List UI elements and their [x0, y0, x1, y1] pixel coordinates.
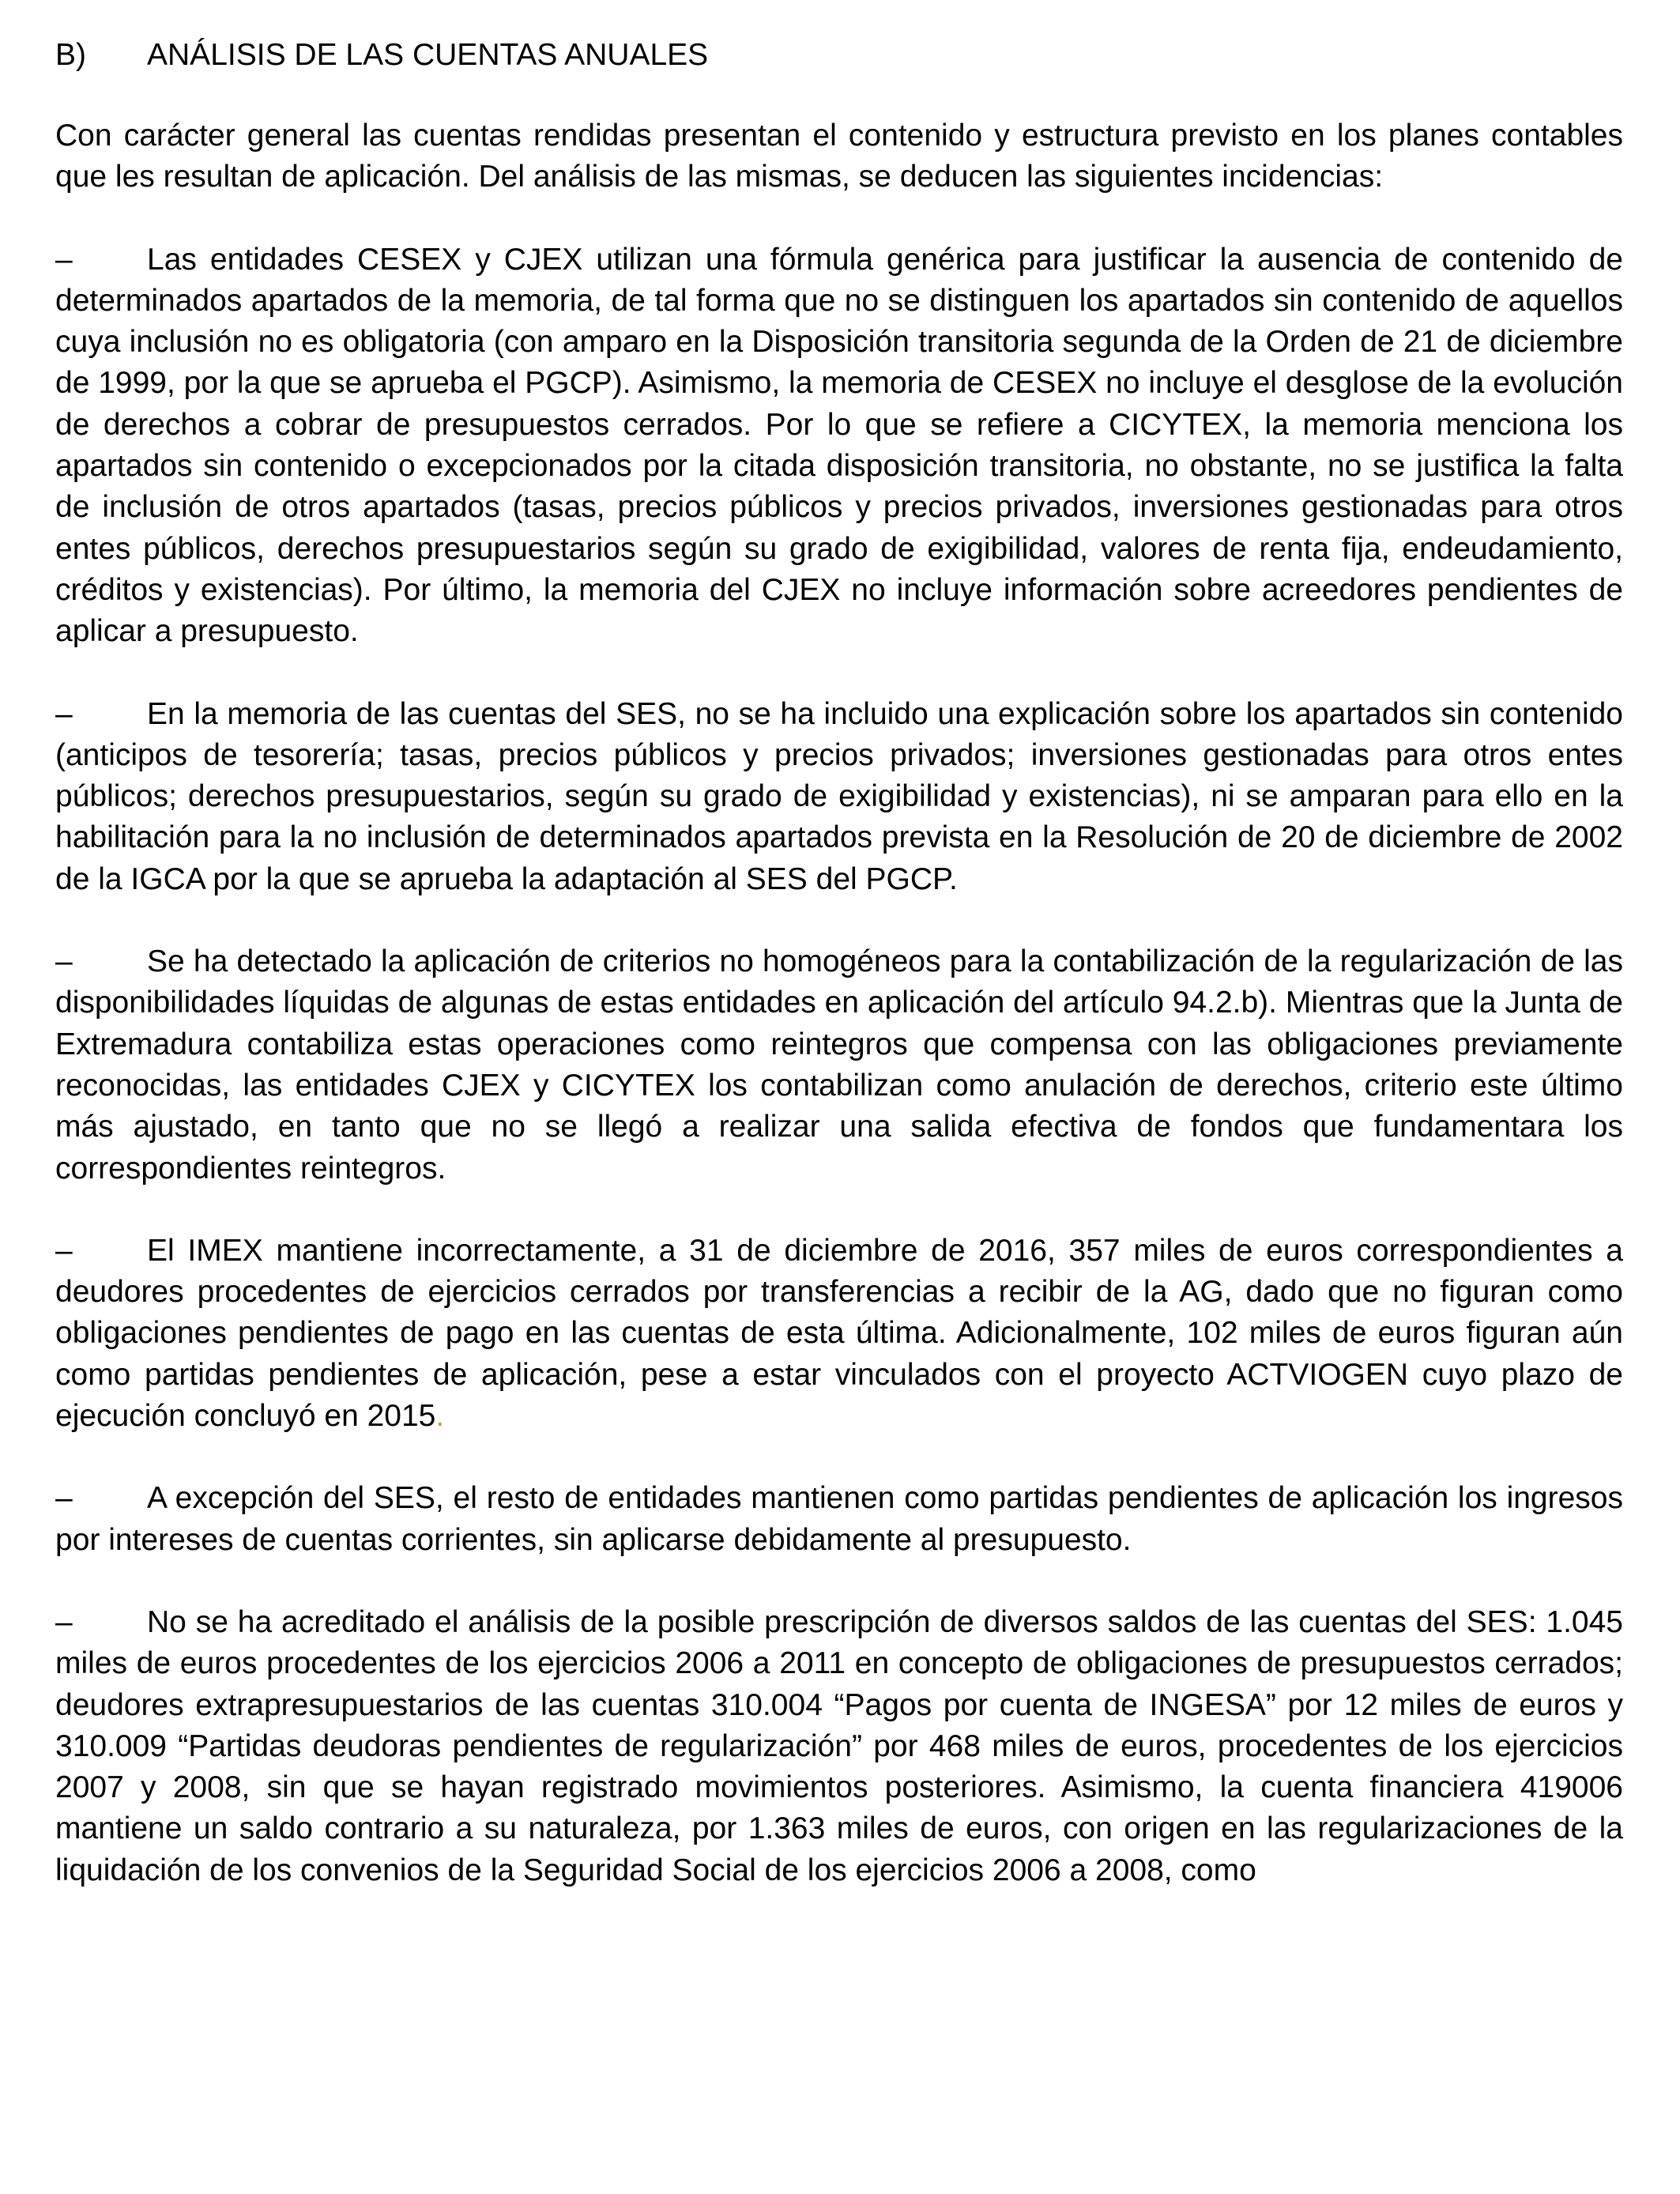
- bullet-item-4: [55, 1231, 1623, 1437]
- bullet-item-3: [55, 941, 1623, 1189]
- section-title: ANÁLISIS DE LAS CUENTAS ANUALES: [147, 38, 709, 72]
- bullet-item-2: [55, 694, 1623, 900]
- bullet-dash: –: [55, 1481, 73, 1516]
- bullet-text: Las entidades CESEX y CJEX utilizan una fórmula genérica para justificar la ausencia de contenido de determinados apartados de la memoria, de tal forma que no se distinguen los apartados sin contenido de aquellos cuya inclusión no es obligatoria (con amparo en la Disposición transitoria segunda de la Orden de 21 de diciembre de 1999, por la que se aprueba el PGCP). Asimismo, la memoria de CESEX no incluye el desglose de la evolución de derechos a cobrar de presupuestos cerrados. Por lo que se refiere a CICYTEX, la memoria menciona los apartados sin contenido o excepcionados por la citada disposición transitoria, no obstante, no se justifica la falta de inclusión de otros apartados (tasas, precios públicos y precios privados, inversiones gestionadas para otros entes públicos, derechos presupuestarios según su grado de exigibilidad, valores de renta fija, endeudamiento, créditos y existencias). Por último, la memoria del CJEX no incluye información sobre acreedores pendientes de aplicar a presupuesto.: [55, 242, 1623, 649]
- bullet-dash: –: [55, 1233, 73, 1268]
- document-page: [55, 35, 1623, 1932]
- bullet-text: En la memoria de las cuentas del SES, no se ha incluido una explicación sobre los apartados sin contenido (anticipos de tesorería; tasas, precios públicos y precios privados; inversiones gestionadas para otros entes públicos; derechos presupuestarios, según su grado de exigibilidad y existencias), ni se amparan para ello en la habilitación para la no inclusión de determinados apartados prevista en la Resolución de 20 de diciembre de 2002 de la IGCA por la que se aprueba la adaptación al SES del PGCP.: [55, 696, 1623, 896]
- bullet-dash: –: [55, 696, 73, 731]
- bullet-text: A excepción del SES, el resto de entidades mantienen como partidas pendientes de aplicación los ingresos por intereses de cuentas corrientes, sin aplicarse debidamente al presupuesto.: [55, 1481, 1623, 1557]
- bullet-dash: –: [55, 242, 73, 277]
- bullet-item-6: [55, 1602, 1623, 1891]
- bullet-text: Se ha detectado la aplicación de criterios no homogéneos para la contabilización de la regularización de las disponibilidades líquidas de algunas de estas entidades en aplicación del artículo 94.2.b). Mientras que la Junta de Extremadura contabiliza estas operaciones como reintegros que compensa con las obligaciones previamente reconocidas, las entidades CJEX y CICYTEX los contabilizan como anulación de derechos, criterio este último más ajustado, en tanto que no se llegó a realizar una salida efectiva de fondos que fundamentara los correspondientes reintegros.: [55, 944, 1623, 1186]
- section-heading: [55, 35, 1623, 76]
- intro-paragraph: Con carácter general las cuentas rendidas presentan el contenido y estructura previsto en los planes contables que les resultan de aplicación. Del análisis de las mismas, se deducen las siguientes incidencias:: [55, 119, 1623, 194]
- bullet-item-1: [55, 239, 1623, 653]
- bullet-item-5: [55, 1478, 1623, 1561]
- bullet-dash: –: [55, 944, 73, 979]
- bullet-text: No se ha acreditado el análisis de la posible prescripción de diversos saldos de las cuentas del SES: 1.045 miles de euros procedentes de los ejercicios 2006 a 2011 en concepto de obligaciones de presupuestos cerrados; deudores extrapresupuestarios de las cuentas 310.004 “Pagos por cuenta de INGESA” por 12 miles de euros y 310.009 “Partidas deudoras pendientes de regularización” por 468 miles de euros, procedentes de los ejercicios 2007 y 2008, sin que se hayan registrado movimientos posteriores. Asimismo, la cuenta financiera 419006 mantiene un saldo contrario a su naturaleza, por 1.363 miles de euros, con origen en las regularizaciones de la liquidación de los convenios de la Seguridad Social de los ejercicios 2006 a 2008, como: [55, 1604, 1623, 1887]
- trailing-period: .: [435, 1399, 445, 1434]
- bullet-text: El IMEX mantiene incorrectamente, a 31 de diciembre de 2016, 357 miles de euros correspondientes a deudores procedentes de ejercicios cerrados por transferencias a recibir de la AG, dado que no figuran como obligaciones pendientes de pago en las cuentas de esta última. Adicionalmente, 102 miles de euros figuran aún como partidas pendientes de aplicación, pese a estar vinculados con el proyecto ACTVIOGEN cuyo plazo de ejecución concluyó en 2015: [55, 1233, 1623, 1434]
- bullet-dash: –: [55, 1604, 73, 1639]
- section-number: B): [55, 38, 86, 72]
